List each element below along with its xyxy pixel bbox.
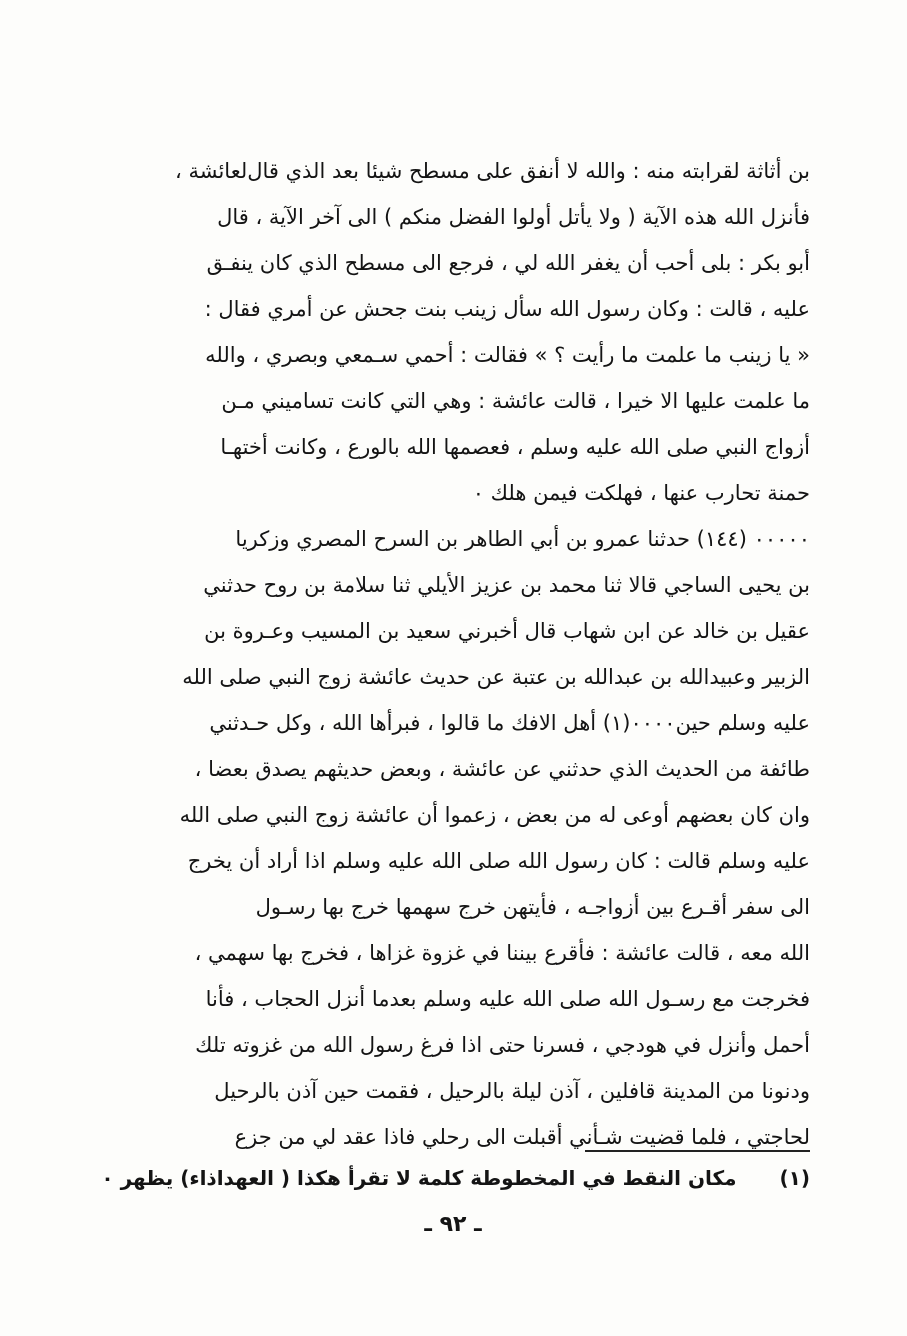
text-line: « يا زينب ما علمت ما رأيت ؟ » فقالت : أحمي سـمعي وبصري ، والله [205,343,810,367]
text-line: ودنونا من المدينة قافلين ، آذن ليلة بالرحيل ، فقمت حين آذن بالرحيل [214,1079,810,1103]
text-line: عليه ، قالت : وكان رسول الله سأل زينب بنت جحش عن أمري فقال : [204,297,810,321]
text-line: الزبير وعبيدالله بن عبدالله بن عتبة عن حديث عائشة زوج النبي صلى الله [182,665,810,689]
text-line: حمنة تحارب عنها ، فهلكت فيمن هلك ٠ [472,481,810,505]
text-line: عليه وسلم قالت : كان رسول الله صلى الله عليه وسلم اذا أراد أن يخرج [187,849,810,873]
text-line: بن أثاثة لقرابته منه : والله لا أنفق على مسطح شيئا بعد الذي قالﻟﻌﺎﺋﺸﺔ ، [175,159,810,183]
text-line: فخرجت مع رسـول الله صلى الله عليه وسلم بعدما أنزل الحجاب ، فأنا [205,987,810,1011]
text-line: عليه وسلم حين٠٠٠٠(١) أهل الافك ما قالوا ، فبرأها الله ، وكل حـدثني [209,711,810,735]
text-line: عقيل بن خالد عن ابن شهاب قال أخبرني سعيد بن المسيب وعـروة بن [204,619,810,643]
footnote-text: مكان النقط في المخطوطة كلمة لا تقرأ هكذا ( العهداذاء) يظهر ٠ [101,1166,737,1190]
footnote [98,1155,810,1201]
text-line: ٠٠٠٠٠ (١٤٤) حدثنا عمرو بن أبي الطاهر بن السرح المصري وزكريا [235,527,810,551]
footnote-marker: (١) [779,1166,810,1190]
text-line: طائفة من الحديث الذي حدثني عن عائشة ، وبعض حديثهم يصدق بعضا ، [194,757,810,781]
text-line: الله معه ، قالت عائشة : فأقرع بيننا في غزوة غزاها ، فخرج بها سهمي ، [194,941,810,965]
page-number: ـ ٩٢ ـ [424,1212,482,1237]
text-line: ما علمت عليها الا خيرا ، قالت عائشة : وهي التي كانت تساميني مـن [221,389,810,413]
text-line: بن يحيى الساجي قالا ثنا محمد بن عزيز الأيلي ثنا سلامة بن روح حدثني [203,573,810,597]
text-line: أزواج النبي صلى الله عليه وسلم ، فعصمها الله بالورع ، وكانت أختهـا [220,435,810,459]
text-line: أحمل وأنزل في هودجي ، فسرنا حتى اذا فرغ رسول الله من غزوته تلك [195,1033,810,1057]
footnote-divider [585,1150,810,1152]
text-line: لحاجتي ، فلما قضيت شـأني أقبلت الى رحلي فاذا عقد لي من جزع [234,1125,810,1149]
text-line: أبو بكر : بلى أحب أن يغفر الله لي ، فرجع الى مسطح الذي كان ينفـق [206,251,810,275]
text-line: فأنزل الله هذه الآية ( ولا يأتل أولوا الفضل منكم ) الى آخر الآية ، قال [217,205,810,229]
text-line: وان كان بعضهم أوعى له من بعض ، زعموا أن عائشة زوج النبي صلى الله [179,803,810,827]
text-line: الى سفر أقـرع بين أزواجـه ، فأيتهن خرج سهمها خرج بها رسـول [255,895,810,919]
main-text [98,148,810,1160]
